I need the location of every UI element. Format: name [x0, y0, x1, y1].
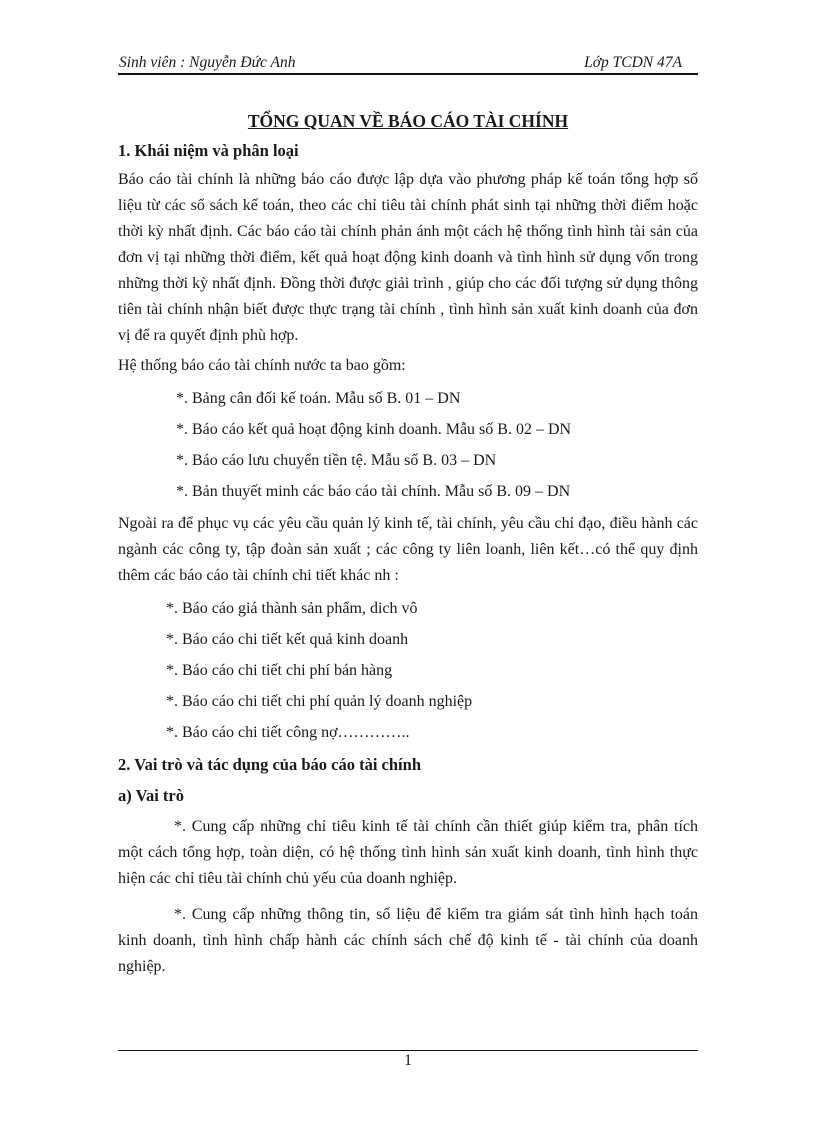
list-item: *. Báo cáo chi tiết chi phí quản lý doanh nghiệp [166, 693, 473, 710]
list-item: *. Bảng cân đối kế toán. Mẫu số B. 01 – DN [176, 390, 461, 407]
list-item: *. Báo cáo giá thành sản phẩm, dich vô [166, 600, 418, 617]
document-body [118, 108, 698, 990]
report-list [176, 383, 698, 507]
list-item: *. Báo cáo kết quả hoạt động kinh doanh. Mẫu số B. 02 – DN [176, 421, 572, 438]
page-header [118, 52, 698, 74]
section-1-paragraph-1: Báo cáo tài chính là những báo cáo được lập dựa vào phương pháp kế toán tổng hợp số liệu từ các sổ sách kế toán, theo các chỉ tiêu tài chính phát sinh tại những thời điểm hoặc thời kỳ nhất định. Các báo cáo tài chính phản ánh một cách hệ thống tình hình tài sản của đơn vị tại những thời điểm, kết quả hoạt động kinh doanh và tình hình sử dụng vốn trong những thời kỳ nhất định. Đồng thời được giải trình , giúp cho các đối tượng sử dụng thông tiên tài chính nhận biết được thực trạng tài chính , tình hình sản xuất kinh doanh của đơn vị để ra quyết định phù hợp. [118, 171, 698, 344]
detail-report-list [166, 593, 698, 748]
list-item: *. Báo cáo lưu chuyển tiền tệ. Mẫu số B. 03 – DN [176, 452, 497, 469]
section-1-paragraph-3: Ngoài ra để phục vụ các yêu cầu quản lý kinh tế, tài chính, yêu cầu chỉ đạo, điều hành các ngành các công ty, tập đoàn sản xuất ; các công ty liên loanh, liên kết…có thể quy định thêm các báo cáo tài chính chi tiết khác nh : [118, 515, 698, 584]
section-1-paragraph-2: Hệ thống báo cáo tài chính nước ta bao gồm: [118, 357, 406, 374]
document-title: TỔNG QUAN VỀ BÁO CÁO TÀI CHÍNH [247, 111, 569, 131]
section-2-heading: 2. Vai trò và tác dụng của báo cáo tài chính [118, 755, 421, 774]
section-2-paragraph-2: *. Cung cấp những thông tin, số liệu để kiểm tra giám sát tình hình hạch toán kinh doanh, tình hình chấp hành các chính sách chế độ kinh tế - tài chính của doanh nghiệp. [118, 906, 698, 975]
section-1-heading: 1. Khái niệm và phân loại [118, 141, 299, 160]
student-name: Sinh viên : Nguyễn Đức Anh [119, 54, 296, 71]
footer-rule [118, 1050, 698, 1051]
list-item: *. Báo cáo chi tiết công nợ………….. [166, 724, 410, 741]
header-rule [118, 73, 698, 75]
class-name: Lớp TCDN 47A [584, 54, 682, 71]
page-number: 1 [404, 1052, 412, 1069]
list-item: *. Báo cáo chi tiết kết quả kinh doanh [166, 631, 409, 648]
list-item: *. Bản thuyết minh các báo cáo tài chính. Mẫu số B. 09 – DN [176, 483, 571, 500]
section-2a-heading: a) Vai trò [118, 786, 184, 805]
list-item: *. Báo cáo chi tiết chi phí bán hàng [166, 662, 393, 679]
section-2-paragraph-1: *. Cung cấp những chỉ tiêu kinh tế tài chính cần thiết giúp kiểm tra, phân tích một cách tổng hợp, toàn diện, có hệ thống tình hình sản xuất kinh doanh, tình hình thực hiện các chỉ tiêu tài chính chủ yếu của doanh nghiệp. [118, 818, 698, 887]
